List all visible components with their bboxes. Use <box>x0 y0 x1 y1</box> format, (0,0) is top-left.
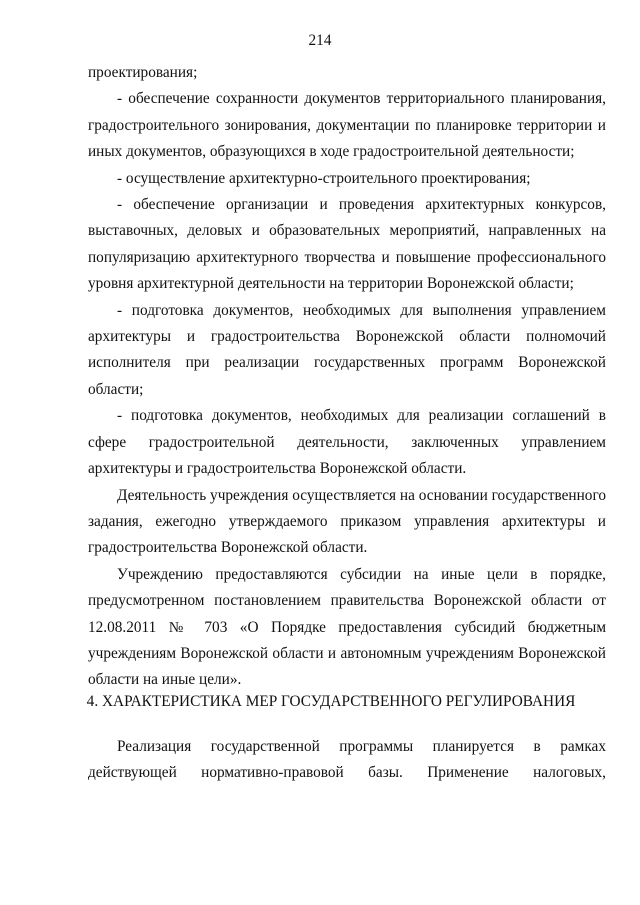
paragraph: Реализация государственной программы планируется в рамках действующей нормативно-правовой базы. Применение налоговых, <box>88 738 606 782</box>
paragraph: Деятельность учреждения осуществляется на основании государственного задания, ежегодно утверждаемого приказом управления архитектуры и градостроительства Воронежской области. <box>88 486 606 557</box>
paragraph: Учреждению предоставляются субсидии на иные цели в порядке, предусмотренном постановлением правительства Воронежской области от 12.08.2011 № 703 «О Порядке предоставления субсидий бюджетным учреждениям Воронежской области и автономным учреждениям Воронежской области на иные цели». <box>88 565 606 689</box>
section-body <box>88 734 606 787</box>
section-heading: 4. ХАРАКТЕРИСТИКА МЕР ГОСУДАРСТВЕННОГО РЕГУЛИРОВАНИЯ <box>86 693 576 710</box>
page-number: 214 <box>308 32 332 49</box>
list-item: - обеспечение сохранности документов территориального планирования, градостроительного зонирования, документации по планировке территории и иных документов, образующихся в ходе градостроительной деятельности; <box>88 90 606 161</box>
list-item: - осуществление архитектурно-строительного проектирования; <box>117 169 531 187</box>
list-item: - обеспечение организации и проведения архитектурных конкурсов, выставочных, деловых и образовательных мероприятий, направленных на популяризацию архитектурного творчества и повышение профессионального уровня архитектурной деятельности на территории Воронежской области; <box>88 196 606 293</box>
list-item: - подготовка документов, необходимых для реализации соглашений в сфере градостроительной деятельности, заключенных управлением архитектуры и градостроительства Воронежской области. <box>88 407 606 478</box>
list-item: - подготовка документов, необходимых для выполнения управлением архитектуры и градостроительства Воронежской области полномочий исполнителя при реализации государственных программ Воронежской области; <box>88 301 606 398</box>
paragraph: проектирования; <box>88 64 198 81</box>
body-text <box>88 60 606 694</box>
